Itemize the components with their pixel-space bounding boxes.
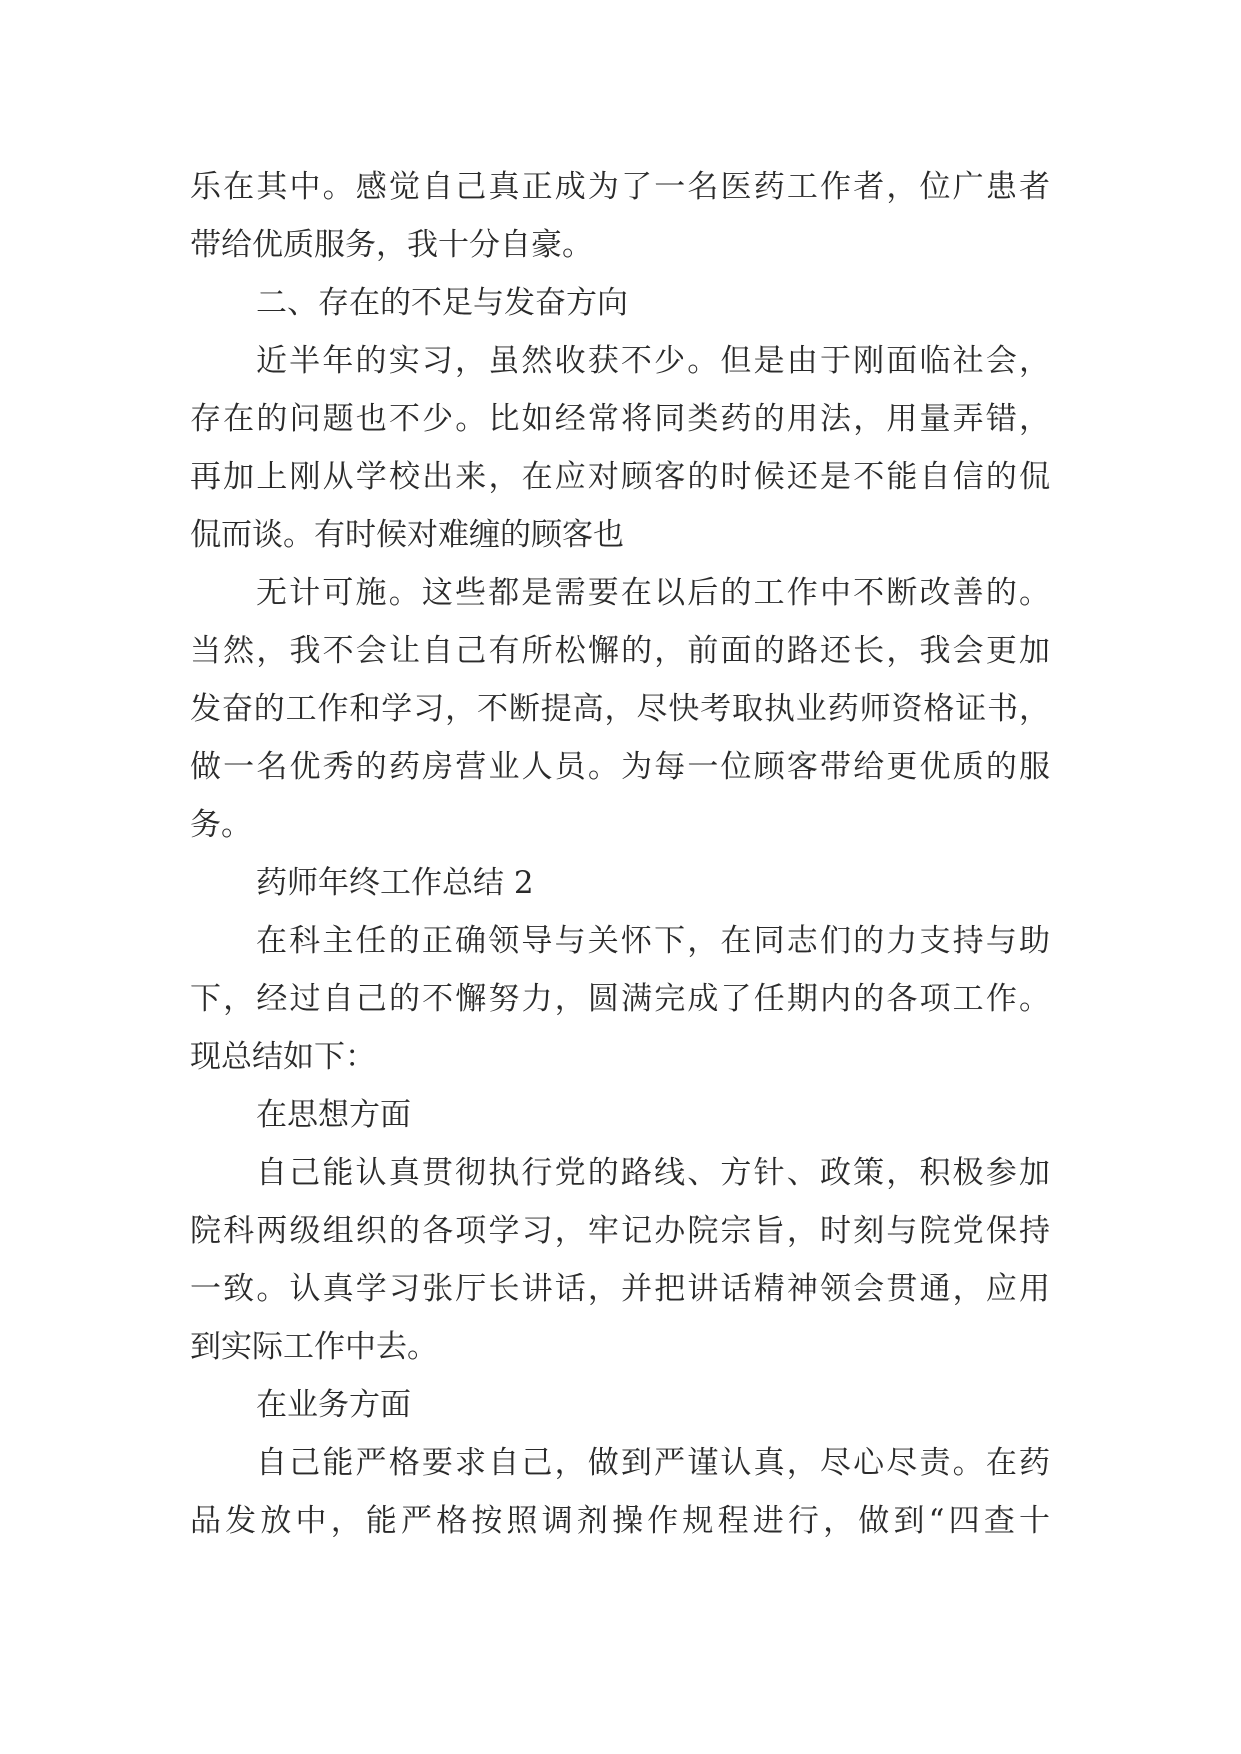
text-line: 到实际工作中去。	[190, 1329, 438, 1365]
text-line: 下，经过自己的不懈努力，圆满完成了任期内的各项工作。	[190, 981, 1050, 1017]
document-body	[190, 158, 1050, 1550]
text-line: 无计可施。这些都是需要在以后的工作中不断改善的。	[256, 575, 1050, 611]
text-line: 做一名优秀的药房营业人员。为每一位顾客带给更优质的服	[190, 749, 1050, 785]
text-line: 存在的问题也不少。比如经常将同类药的用法，用量弄错，	[190, 401, 1050, 437]
text-line: 带给优质服务，我十分自豪。	[190, 227, 593, 263]
text-line: 务。	[190, 807, 252, 843]
text-line: 在思想方面	[256, 1097, 411, 1133]
text-line: 药师年终工作总结 2	[256, 865, 534, 901]
text-line: 自己能严格要求自己，做到严谨认真，尽心尽责。在药	[256, 1445, 1050, 1481]
text-line: 近半年的实习，虽然收获不少。但是由于刚面临社会，	[256, 343, 1050, 379]
text-line: 二、存在的不足与发奋方向	[256, 285, 628, 321]
text-line: 一致。认真学习张厅长讲话，并把讲话精神领会贯通，应用	[190, 1271, 1050, 1307]
text-line: 在科主任的正确领导与关怀下，在同志们的力支持与助	[256, 923, 1050, 959]
text-line: 自己能认真贯彻执行党的路线、方针、政策，积极参加	[256, 1155, 1050, 1191]
text-line: 院科两级组织的各项学习，牢记办院宗旨，时刻与院党保持	[190, 1213, 1050, 1249]
text-line: 乐在其中。感觉自己真正成为了一名医药工作者，位广患者	[190, 169, 1050, 205]
text-line: 在业务方面	[256, 1387, 411, 1423]
text-line: 品发放中，能严格按照调剂操作规程进行，做到“四查十	[190, 1503, 1050, 1539]
text-line: 当然，我不会让自己有所松懈的，前面的路还长，我会更加	[190, 633, 1050, 669]
text-line: 侃而谈。有时候对难缠的顾客也	[190, 517, 624, 553]
text-line: 发奋的工作和学习，不断提高，尽快考取执业药师资格证书，	[190, 691, 1050, 727]
text-line: 现总结如下：	[190, 1039, 376, 1075]
text-line: 再加上刚从学校出来，在应对顾客的时候还是不能自信的侃	[190, 459, 1050, 495]
